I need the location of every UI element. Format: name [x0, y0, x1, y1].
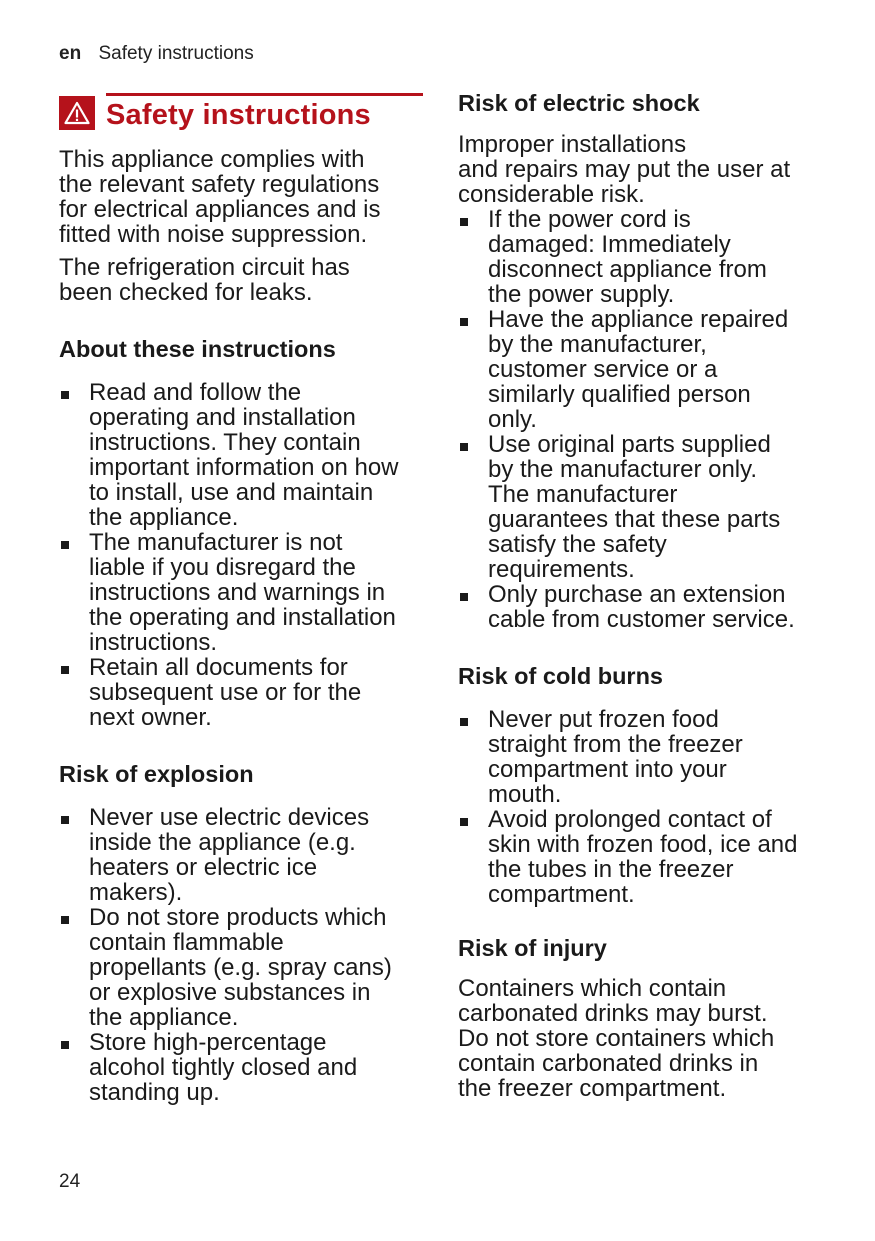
list-item-text: Have the appliance repaired by the manufacturer, customer service or a similarly qualified person only. — [488, 306, 789, 433]
bullet-icon — [61, 391, 69, 399]
bullet-icon — [61, 1041, 69, 1049]
list-item — [59, 380, 423, 530]
explosion-list — [59, 805, 423, 1105]
list-item — [59, 655, 423, 730]
bullet-icon — [61, 541, 69, 549]
list-item-text: The manufacturer is not liable if you disregard the instructions and warnings in the operating and installation instructions. — [89, 529, 396, 656]
list-item — [458, 207, 826, 307]
intro-paragraph-2: The refrigeration circuit has been checked for leaks. — [59, 254, 350, 306]
shock-intro: Improper installations and repairs may put the user at considerable risk. — [458, 131, 791, 208]
bullet-icon — [61, 666, 69, 674]
list-item — [458, 582, 826, 632]
bullet-icon — [460, 218, 468, 226]
list-item-text: Retain all documents for subsequent use or for the next owner. — [89, 654, 362, 731]
list-item — [59, 805, 423, 905]
bullet-icon — [460, 593, 468, 601]
right-column — [458, 89, 826, 1101]
injury-text: Containers which contain carbonated drinks may burst. Do not store containers which contain carbonated drinks in the freezer compartment. — [458, 975, 775, 1102]
shock-heading: Risk of electric shock — [458, 90, 700, 116]
shock-list — [458, 207, 826, 632]
about-heading: About these instructions — [59, 336, 336, 362]
list-item-text: Store high-percentage alcohol tightly closed and standing up. — [89, 1029, 358, 1106]
list-item — [59, 905, 423, 1030]
list-item — [458, 307, 826, 432]
list-item — [458, 707, 826, 807]
bullet-icon — [61, 916, 69, 924]
page-number: 24 — [59, 1171, 81, 1192]
list-item-text: Do not store products which contain flammable propellants (e.g. spray cans) or explosive substances in the appliance. — [89, 904, 392, 1031]
list-item-text: Use original parts supplied by the manufacturer only. The manufacturer guarantees that these parts satisfy the safety requirements. — [488, 431, 781, 583]
about-list — [59, 380, 423, 730]
list-item — [59, 1030, 423, 1105]
left-column — [59, 147, 423, 1105]
page-header — [59, 43, 254, 65]
list-item-text: Read and follow the operating and installation instructions. They contain important information on how to install, use and maintain the appliance. — [89, 379, 399, 531]
list-item — [458, 807, 826, 907]
cold-list — [458, 707, 826, 907]
header-section: Safety instructions — [98, 43, 254, 64]
list-item-text: Only purchase an extension cable from customer service. — [488, 581, 795, 633]
injury-heading: Risk of injury — [458, 935, 607, 961]
warning-icon — [59, 96, 95, 130]
page-title: Safety instructions — [106, 99, 371, 131]
list-item-text: Avoid prolonged contact of skin with frozen food, ice and the tubes in the freezer compartment. — [488, 806, 798, 908]
cold-heading: Risk of cold burns — [458, 663, 663, 689]
list-item-text: If the power cord is damaged: Immediately disconnect appliance from the power supply. — [488, 206, 767, 308]
language-code: en — [59, 43, 82, 64]
bullet-icon — [460, 818, 468, 826]
bullet-icon — [460, 443, 468, 451]
bullet-icon — [460, 718, 468, 726]
bullet-icon — [61, 816, 69, 824]
bullet-icon — [460, 318, 468, 326]
list-item — [59, 530, 423, 655]
intro-paragraph-1: This appliance complies with the relevant safety regulations for electrical appliances and is fitted with noise suppression. — [59, 146, 381, 248]
list-item-text: Never use electric devices inside the appliance (e.g. heaters or electric ice makers). — [89, 804, 370, 906]
list-item-text: Never put frozen food straight from the freezer compartment into your mouth. — [488, 706, 743, 808]
explosion-heading: Risk of explosion — [59, 761, 254, 787]
list-item — [458, 432, 826, 582]
